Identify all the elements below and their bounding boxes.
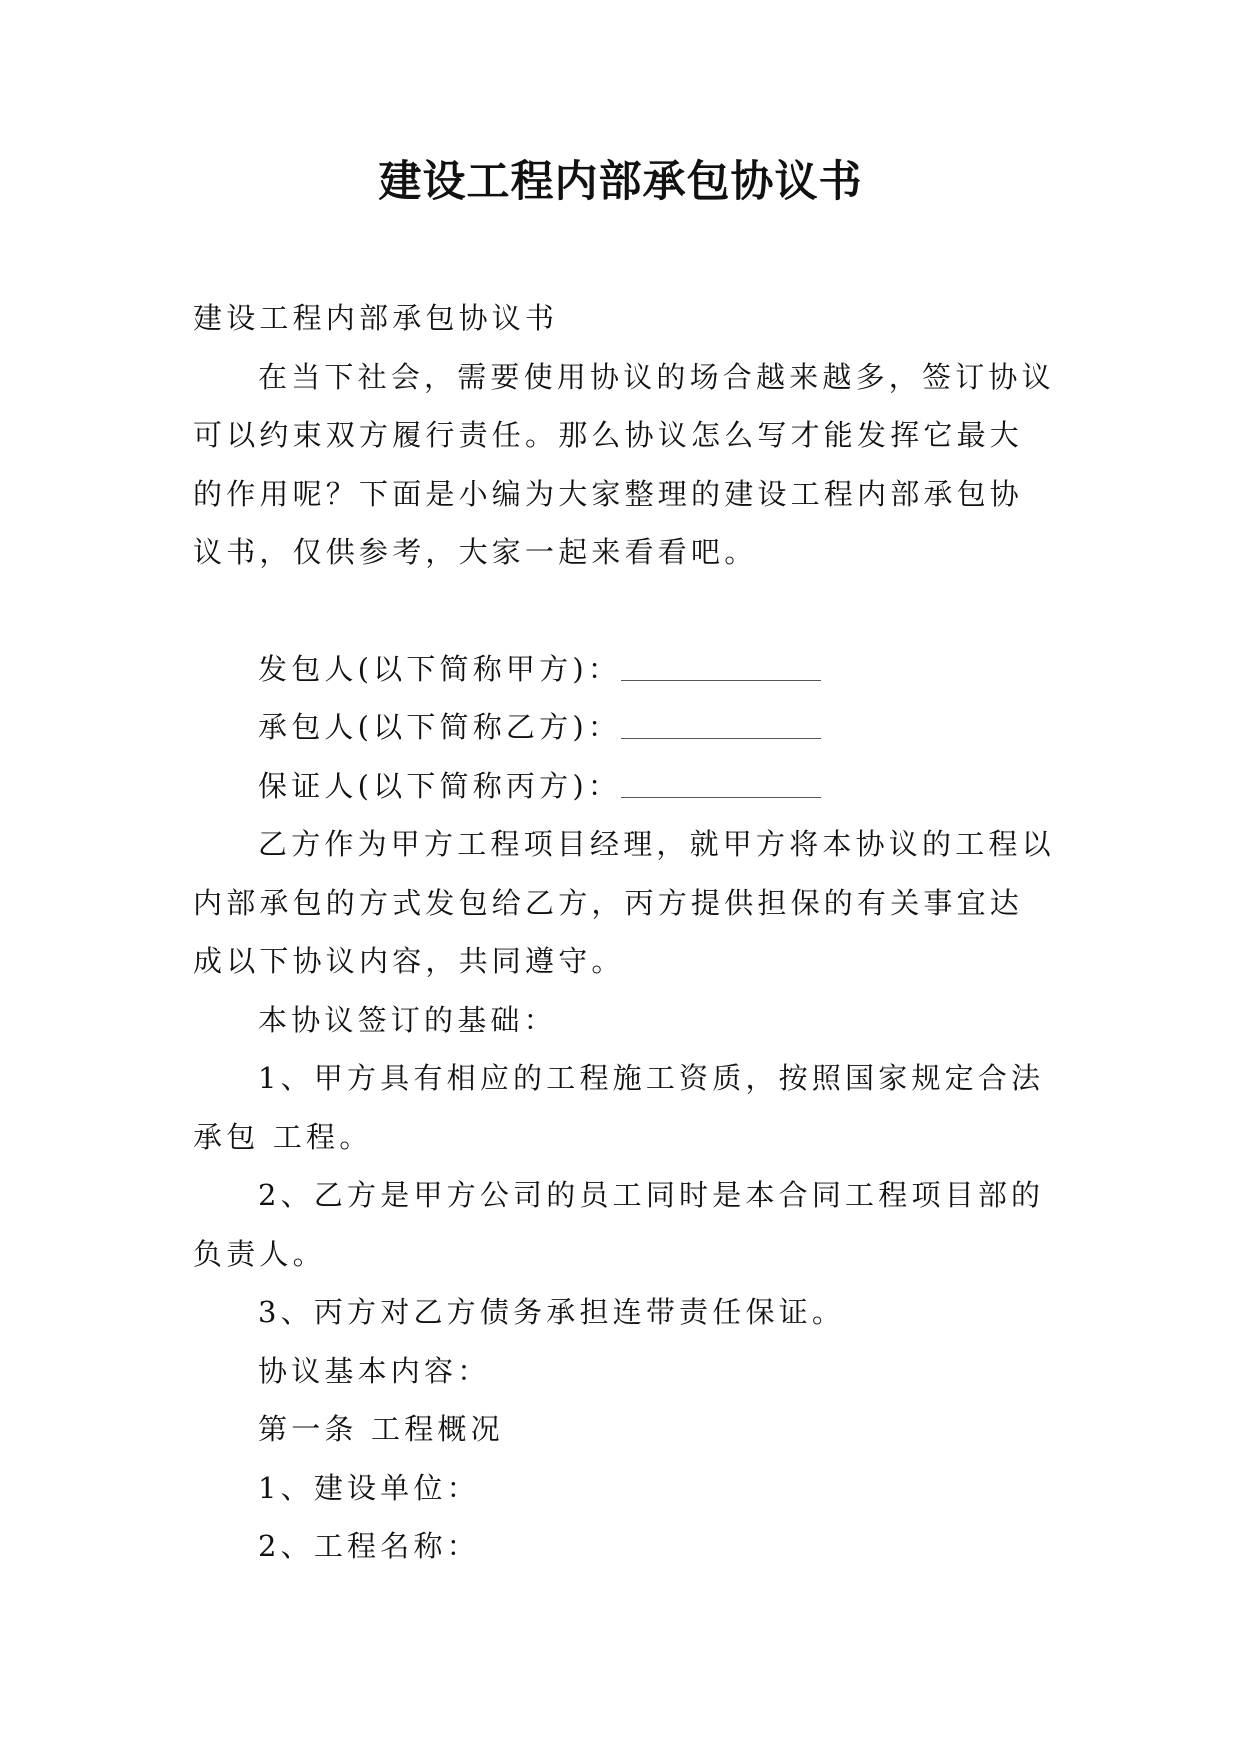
document-title: 建设工程内部承包协议书: [378, 157, 863, 207]
basis-heading: 本协议签订的基础：: [258, 1002, 557, 1037]
party-label: 发包人(以下简称甲方)：: [258, 651, 622, 686]
content-heading: 协议基本内容：: [258, 1353, 491, 1388]
blank-line: [621, 795, 821, 798]
party-label: 承包人(以下简称乙方)：: [258, 710, 622, 744]
blank-line: [621, 678, 821, 681]
document-body: [193, 289, 1055, 1576]
basis-item: 3、丙方对乙方债务承担连带责任保证。: [258, 1295, 846, 1329]
intro-paragraph: 在当下社会，需要使用协议的场合越来越多，签订协议可以约束双方履行责任。那么协议怎么写才能发挥它最大的作用呢？下面是小编为大家整理的建设工程内部承包协议书，仅供参考，大家一起来看看吧。: [193, 359, 1055, 569]
subtitle: 建设工程内部承包协议书: [193, 301, 559, 335]
article-item: 1、建设单位：: [258, 1470, 480, 1505]
basis-item: 2、乙方是甲方公司的员工同时是本合同工程项目部的负责人。: [193, 1178, 1045, 1271]
party-line-bing: [193, 757, 1055, 816]
paragraph-gap: [193, 582, 1055, 640]
party-line-jia: [193, 640, 1055, 699]
article-item: 2、工程名称：: [258, 1529, 480, 1563]
basis-item: 1、甲方具有相应的工程施工资质，按照国家规定合法承包 工程。: [193, 1061, 1045, 1154]
preamble-paragraph: 乙方作为甲方工程项目经理，就甲方将本协议的工程以内部承包的方式发包给乙方，丙方提供担保的有关事宜达成以下协议内容，共同遵守。: [193, 827, 1055, 978]
blank-line: [621, 736, 821, 739]
party-label: 保证人(以下简称丙方)：: [258, 768, 622, 803]
party-line-yi: [193, 698, 1055, 757]
article-heading: 第一条 工程概况: [258, 1412, 504, 1446]
